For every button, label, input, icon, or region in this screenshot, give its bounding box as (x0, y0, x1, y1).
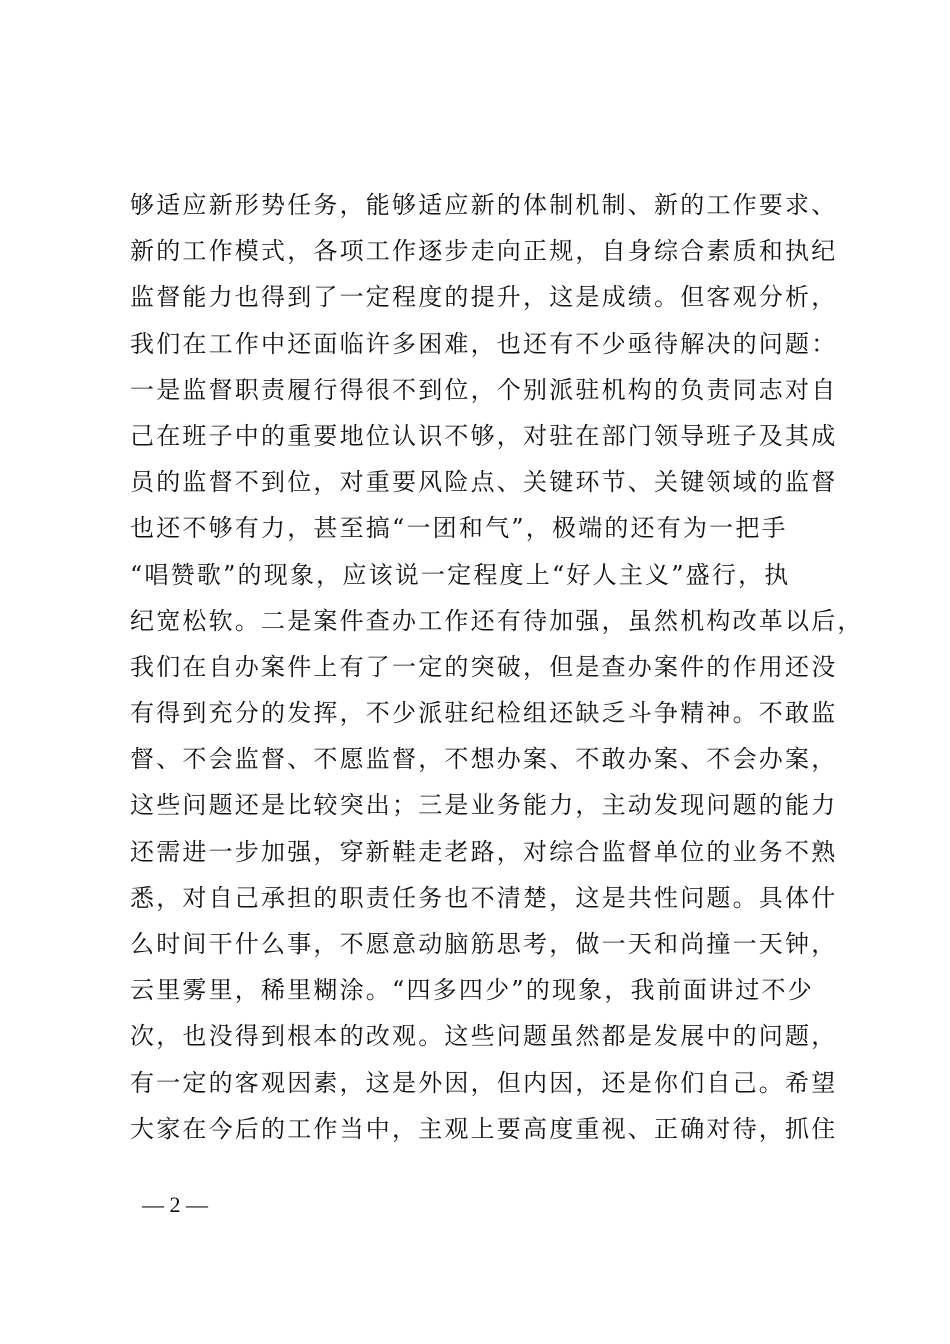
text-line: 纪宽松软。二是案件查办工作还有待加强，虽然机构改革以后， (130, 606, 864, 635)
text-line: 还需进一步加强，穿新鞋走老路，对综合监督单位的业务不熟 (130, 837, 838, 866)
text-line: 我们在工作中还面临许多困难，也还有不少亟待解决的问题： (130, 329, 838, 358)
text-line: 监督能力也得到了一定程度的提升，这是成绩。但客观分析， (130, 283, 838, 312)
body-text (130, 182, 864, 1152)
text-line: 有得到充分的发挥，不少派驻纪检组还缺乏斗争精神。不敢监 (130, 699, 838, 728)
text-line: 新的工作模式，各项工作逐步走向正规，自身综合素质和执纪 (130, 237, 838, 266)
text-line: 也还不够有力，甚至搞“一团和气”，极端的还有为一把手 (130, 514, 788, 543)
text-line: 我们在自办案件上有了一定的突破，但是查办案件的作用还没 (130, 652, 838, 681)
text-line: 够适应新形势任务，能够适应新的体制机制、新的工作要求、 (130, 191, 838, 219)
text-line: 己在班子中的重要地位认识不够，对驻在部门领导班子及其成 (130, 421, 838, 450)
text-line: 这些问题还是比较突出；三是业务能力，主动发现问题的能力 (130, 791, 838, 820)
text-line: 大家在今后的工作当中，主观上要高度重视、正确对待，抓住 (130, 1114, 838, 1143)
text-line: 次，也没得到根本的改观。这些问题虽然都是发展中的问题， (130, 1022, 838, 1051)
text-line: 悉，对自己承担的职责任务也不清楚，这是共性问题。具体什 (130, 883, 838, 912)
text-line: 员的监督不到位，对重要风险点、关键环节、关键领域的监督 (130, 468, 838, 497)
text-line: 云里雾里，稀里糊涂。“四多四少”的现象，我前面讲过不少 (130, 976, 814, 1005)
text-line: “唱赞歌”的现象，应该说一定程度上“好人主义”盛行，执 (130, 560, 791, 589)
text-line: 有一定的客观因素，这是外因，但内因，还是你们自己。希望 (130, 1068, 838, 1097)
text-line: 一是监督职责履行得很不到位，个别派驻机构的负责同志对自 (130, 375, 838, 404)
text-line: 督、不会监督、不愿监督，不想办案、不敢办案、不会办案， (130, 745, 838, 774)
page-number: — 2 — (142, 1192, 208, 1217)
text-line: 么时间干什么事，不愿意动脑筋思考，做一天和尚撞一天钟， (130, 930, 838, 958)
